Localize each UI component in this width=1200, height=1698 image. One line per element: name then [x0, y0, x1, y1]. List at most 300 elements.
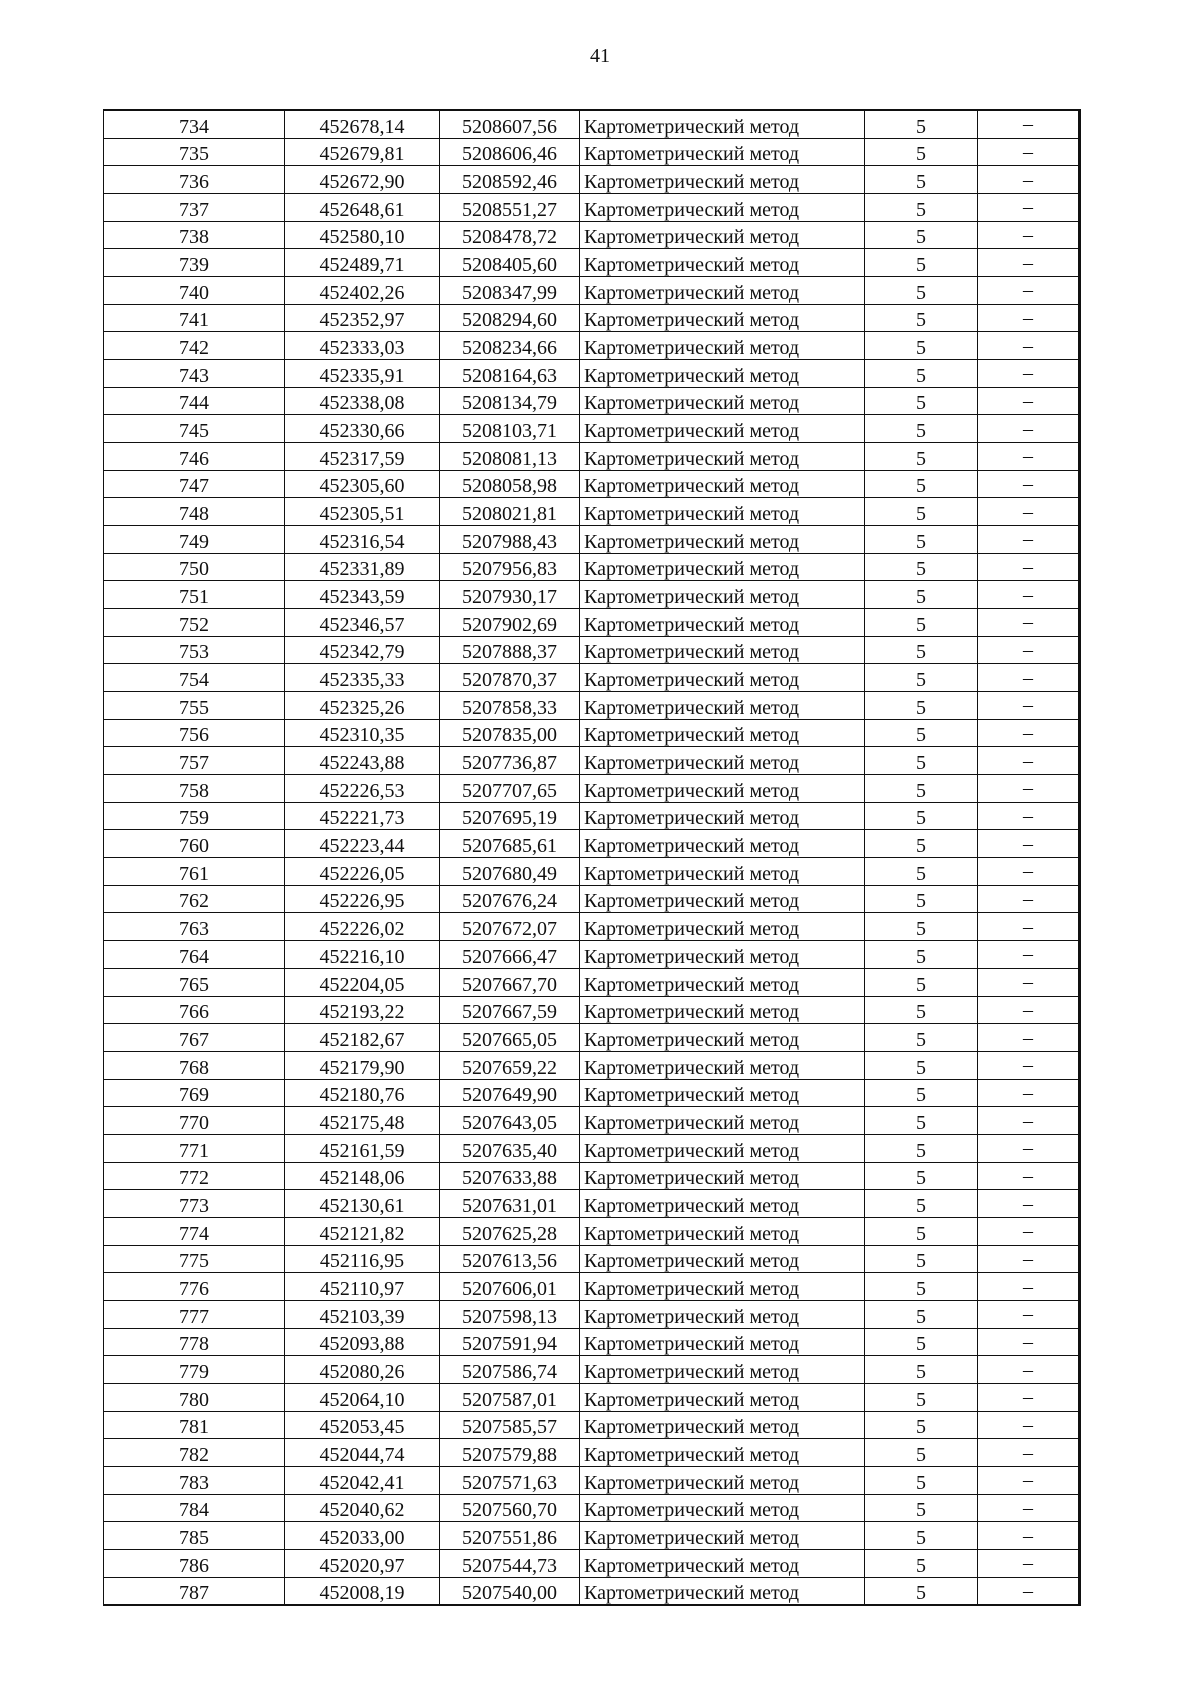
table-row	[104, 1024, 1080, 1052]
method-cell: Картометрический метод	[580, 1051, 865, 1079]
point-number-cell: 785	[104, 1522, 285, 1550]
method-cell: Картометрический метод	[580, 1356, 865, 1384]
point-number-cell: 771	[104, 1134, 285, 1162]
x-coordinate-cell: 452346,57	[285, 609, 440, 637]
method-cell: Картометрический метод	[580, 636, 865, 664]
x-coordinate-cell: 452080,26	[285, 1356, 440, 1384]
note-cell: –	[978, 194, 1080, 222]
method-cell: Картометрический метод	[580, 996, 865, 1024]
y-coordinate-cell: 5208347,99	[440, 277, 580, 305]
note-cell: –	[978, 1079, 1080, 1107]
method-cell: Картометрический метод	[580, 1549, 865, 1577]
accuracy-cell: 5	[865, 913, 978, 941]
point-number-cell: 780	[104, 1383, 285, 1411]
table-row	[104, 110, 1080, 138]
point-number-cell: 750	[104, 553, 285, 581]
y-coordinate-cell: 5207676,24	[440, 885, 580, 913]
accuracy-cell: 5	[865, 1273, 978, 1301]
x-coordinate-cell: 452335,33	[285, 664, 440, 692]
accuracy-cell: 5	[865, 1217, 978, 1245]
x-coordinate-cell: 452679,81	[285, 138, 440, 166]
x-coordinate-cell: 452305,60	[285, 470, 440, 498]
y-coordinate-cell: 5207587,01	[440, 1383, 580, 1411]
table-row	[104, 332, 1080, 360]
x-coordinate-cell: 452402,26	[285, 277, 440, 305]
y-coordinate-cell: 5207551,86	[440, 1522, 580, 1550]
x-coordinate-cell: 452221,73	[285, 802, 440, 830]
table-row	[104, 636, 1080, 664]
y-coordinate-cell: 5207672,07	[440, 913, 580, 941]
accuracy-cell: 5	[865, 415, 978, 443]
accuracy-cell: 5	[865, 1383, 978, 1411]
accuracy-cell: 5	[865, 553, 978, 581]
x-coordinate-cell: 452331,89	[285, 553, 440, 581]
method-cell: Картометрический метод	[580, 166, 865, 194]
point-number-cell: 776	[104, 1273, 285, 1301]
note-cell: –	[978, 1134, 1080, 1162]
table-row	[104, 443, 1080, 471]
method-cell: Картометрический метод	[580, 1522, 865, 1550]
x-coordinate-cell: 452325,26	[285, 692, 440, 720]
method-cell: Картометрический метод	[580, 1134, 865, 1162]
method-cell: Картометрический метод	[580, 858, 865, 886]
table-row	[104, 1549, 1080, 1577]
accuracy-cell: 5	[865, 1411, 978, 1439]
y-coordinate-cell: 5207585,57	[440, 1411, 580, 1439]
x-coordinate-cell: 452223,44	[285, 830, 440, 858]
accuracy-cell: 5	[865, 1300, 978, 1328]
y-coordinate-cell: 5207613,56	[440, 1245, 580, 1273]
note-cell: –	[978, 1356, 1080, 1384]
x-coordinate-cell: 452193,22	[285, 996, 440, 1024]
x-coordinate-cell: 452580,10	[285, 221, 440, 249]
table-row	[104, 138, 1080, 166]
y-coordinate-cell: 5207635,40	[440, 1134, 580, 1162]
y-coordinate-cell: 5208234,66	[440, 332, 580, 360]
note-cell: –	[978, 775, 1080, 803]
point-number-cell: 758	[104, 775, 285, 803]
table-row	[104, 387, 1080, 415]
table-row	[104, 249, 1080, 277]
method-cell: Картометрический метод	[580, 581, 865, 609]
note-cell: –	[978, 1051, 1080, 1079]
point-number-cell: 756	[104, 719, 285, 747]
table-row	[104, 775, 1080, 803]
x-coordinate-cell: 452338,08	[285, 387, 440, 415]
note-cell: –	[978, 1383, 1080, 1411]
point-number-cell: 778	[104, 1328, 285, 1356]
method-cell: Картометрический метод	[580, 1162, 865, 1190]
note-cell: –	[978, 719, 1080, 747]
accuracy-cell: 5	[865, 1190, 978, 1218]
x-coordinate-cell: 452342,79	[285, 636, 440, 664]
accuracy-cell: 5	[865, 802, 978, 830]
note-cell: –	[978, 1245, 1080, 1273]
method-cell: Картометрический метод	[580, 1079, 865, 1107]
note-cell: –	[978, 249, 1080, 277]
table-row	[104, 1162, 1080, 1190]
accuracy-cell: 5	[865, 1356, 978, 1384]
point-number-cell: 734	[104, 110, 285, 138]
y-coordinate-cell: 5207631,01	[440, 1190, 580, 1218]
point-number-cell: 743	[104, 360, 285, 388]
note-cell: –	[978, 636, 1080, 664]
note-cell: –	[978, 1577, 1080, 1605]
accuracy-cell: 5	[865, 1577, 978, 1605]
note-cell: –	[978, 1190, 1080, 1218]
note-cell: –	[978, 1439, 1080, 1467]
x-coordinate-cell: 452020,97	[285, 1549, 440, 1577]
point-number-cell: 738	[104, 221, 285, 249]
method-cell: Картометрический метод	[580, 802, 865, 830]
x-coordinate-cell: 452335,91	[285, 360, 440, 388]
accuracy-cell: 5	[865, 1134, 978, 1162]
x-coordinate-cell: 452103,39	[285, 1300, 440, 1328]
x-coordinate-cell: 452053,45	[285, 1411, 440, 1439]
x-coordinate-cell: 452180,76	[285, 1079, 440, 1107]
note-cell: –	[978, 996, 1080, 1024]
x-coordinate-cell: 452648,61	[285, 194, 440, 222]
method-cell: Картометрический метод	[580, 470, 865, 498]
x-coordinate-cell: 452148,06	[285, 1162, 440, 1190]
y-coordinate-cell: 5208134,79	[440, 387, 580, 415]
method-cell: Картометрический метод	[580, 1577, 865, 1605]
point-number-cell: 766	[104, 996, 285, 1024]
accuracy-cell: 5	[865, 968, 978, 996]
table-row	[104, 968, 1080, 996]
point-number-cell: 768	[104, 1051, 285, 1079]
note-cell: –	[978, 415, 1080, 443]
y-coordinate-cell: 5207870,37	[440, 664, 580, 692]
accuracy-cell: 5	[865, 885, 978, 913]
accuracy-cell: 5	[865, 194, 978, 222]
note-cell: –	[978, 941, 1080, 969]
x-coordinate-cell: 452226,02	[285, 913, 440, 941]
table-row	[104, 941, 1080, 969]
x-coordinate-cell: 452489,71	[285, 249, 440, 277]
y-coordinate-cell: 5207685,61	[440, 830, 580, 858]
accuracy-cell: 5	[865, 996, 978, 1024]
method-cell: Картометрический метод	[580, 138, 865, 166]
point-number-cell: 751	[104, 581, 285, 609]
method-cell: Картометрический метод	[580, 332, 865, 360]
accuracy-cell: 5	[865, 747, 978, 775]
point-number-cell: 761	[104, 858, 285, 886]
accuracy-cell: 5	[865, 387, 978, 415]
note-cell: –	[978, 110, 1080, 138]
note-cell: –	[978, 885, 1080, 913]
y-coordinate-cell: 5207606,01	[440, 1273, 580, 1301]
accuracy-cell: 5	[865, 110, 978, 138]
note-cell: –	[978, 802, 1080, 830]
point-number-cell: 760	[104, 830, 285, 858]
table-row	[104, 1577, 1080, 1605]
note-cell: –	[978, 1300, 1080, 1328]
method-cell: Картометрический метод	[580, 941, 865, 969]
y-coordinate-cell: 5207649,90	[440, 1079, 580, 1107]
table-row	[104, 415, 1080, 443]
point-number-cell: 753	[104, 636, 285, 664]
point-number-cell: 737	[104, 194, 285, 222]
y-coordinate-cell: 5208607,56	[440, 110, 580, 138]
y-coordinate-cell: 5207666,47	[440, 941, 580, 969]
x-coordinate-cell: 452330,66	[285, 415, 440, 443]
accuracy-cell: 5	[865, 1079, 978, 1107]
method-cell: Картометрический метод	[580, 1494, 865, 1522]
point-number-cell: 787	[104, 1577, 285, 1605]
y-coordinate-cell: 5208606,46	[440, 138, 580, 166]
y-coordinate-cell: 5207736,87	[440, 747, 580, 775]
y-coordinate-cell: 5208478,72	[440, 221, 580, 249]
method-cell: Картометрический метод	[580, 443, 865, 471]
x-coordinate-cell: 452064,10	[285, 1383, 440, 1411]
y-coordinate-cell: 5208405,60	[440, 249, 580, 277]
method-cell: Картометрический метод	[580, 885, 865, 913]
y-coordinate-cell: 5208294,60	[440, 304, 580, 332]
method-cell: Картометрический метод	[580, 1466, 865, 1494]
method-cell: Картометрический метод	[580, 387, 865, 415]
method-cell: Картометрический метод	[580, 1107, 865, 1135]
note-cell: –	[978, 913, 1080, 941]
note-cell: –	[978, 1328, 1080, 1356]
table-row	[104, 1079, 1080, 1107]
note-cell: –	[978, 968, 1080, 996]
x-coordinate-cell: 452093,88	[285, 1328, 440, 1356]
coordinates-table-body	[104, 110, 1080, 1605]
y-coordinate-cell: 5207643,05	[440, 1107, 580, 1135]
table-row	[104, 1383, 1080, 1411]
x-coordinate-cell: 452116,95	[285, 1245, 440, 1273]
table-row	[104, 1328, 1080, 1356]
point-number-cell: 783	[104, 1466, 285, 1494]
note-cell: –	[978, 221, 1080, 249]
y-coordinate-cell: 5207930,17	[440, 581, 580, 609]
accuracy-cell: 5	[865, 830, 978, 858]
table-row	[104, 1273, 1080, 1301]
note-cell: –	[978, 1107, 1080, 1135]
accuracy-cell: 5	[865, 1466, 978, 1494]
table-row	[104, 1245, 1080, 1273]
method-cell: Картометрический метод	[580, 775, 865, 803]
accuracy-cell: 5	[865, 304, 978, 332]
accuracy-cell: 5	[865, 719, 978, 747]
method-cell: Картометрический метод	[580, 1024, 865, 1052]
method-cell: Картометрический метод	[580, 1411, 865, 1439]
x-coordinate-cell: 452121,82	[285, 1217, 440, 1245]
page-number: 41	[590, 45, 610, 67]
y-coordinate-cell: 5207902,69	[440, 609, 580, 637]
point-number-cell: 769	[104, 1079, 285, 1107]
table-row	[104, 526, 1080, 554]
table-row	[104, 1522, 1080, 1550]
y-coordinate-cell: 5207667,70	[440, 968, 580, 996]
note-cell: –	[978, 581, 1080, 609]
table-row	[104, 1439, 1080, 1467]
y-coordinate-cell: 5208021,81	[440, 498, 580, 526]
method-cell: Картометрический метод	[580, 1300, 865, 1328]
point-number-cell: 759	[104, 802, 285, 830]
y-coordinate-cell: 5207858,33	[440, 692, 580, 720]
point-number-cell: 763	[104, 913, 285, 941]
point-number-cell: 748	[104, 498, 285, 526]
y-coordinate-cell: 5207707,65	[440, 775, 580, 803]
method-cell: Картометрический метод	[580, 830, 865, 858]
method-cell: Картометрический метод	[580, 1383, 865, 1411]
accuracy-cell: 5	[865, 858, 978, 886]
point-number-cell: 762	[104, 885, 285, 913]
y-coordinate-cell: 5207988,43	[440, 526, 580, 554]
x-coordinate-cell: 452243,88	[285, 747, 440, 775]
accuracy-cell: 5	[865, 1328, 978, 1356]
note-cell: –	[978, 747, 1080, 775]
point-number-cell: 777	[104, 1300, 285, 1328]
coordinates-table	[103, 109, 1081, 1606]
y-coordinate-cell: 5208081,13	[440, 443, 580, 471]
table-row	[104, 830, 1080, 858]
table-row	[104, 996, 1080, 1024]
accuracy-cell: 5	[865, 1494, 978, 1522]
x-coordinate-cell: 452179,90	[285, 1051, 440, 1079]
table-row	[104, 194, 1080, 222]
accuracy-cell: 5	[865, 249, 978, 277]
accuracy-cell: 5	[865, 941, 978, 969]
note-cell: –	[978, 1494, 1080, 1522]
table-row	[104, 470, 1080, 498]
y-coordinate-cell: 5207888,37	[440, 636, 580, 664]
method-cell: Картометрический метод	[580, 304, 865, 332]
method-cell: Картометрический метод	[580, 1273, 865, 1301]
note-cell: –	[978, 332, 1080, 360]
x-coordinate-cell: 452204,05	[285, 968, 440, 996]
method-cell: Картометрический метод	[580, 360, 865, 388]
x-coordinate-cell: 452175,48	[285, 1107, 440, 1135]
y-coordinate-cell: 5207625,28	[440, 1217, 580, 1245]
note-cell: –	[978, 858, 1080, 886]
note-cell: –	[978, 1162, 1080, 1190]
note-cell: –	[978, 138, 1080, 166]
method-cell: Картометрический метод	[580, 221, 865, 249]
point-number-cell: 773	[104, 1190, 285, 1218]
table-row	[104, 913, 1080, 941]
note-cell: –	[978, 1411, 1080, 1439]
accuracy-cell: 5	[865, 775, 978, 803]
table-row	[104, 747, 1080, 775]
accuracy-cell: 5	[865, 1051, 978, 1079]
method-cell: Картометрический метод	[580, 609, 865, 637]
x-coordinate-cell: 452110,97	[285, 1273, 440, 1301]
method-cell: Картометрический метод	[580, 194, 865, 222]
method-cell: Картометрический метод	[580, 913, 865, 941]
note-cell: –	[978, 470, 1080, 498]
table-row	[104, 609, 1080, 637]
accuracy-cell: 5	[865, 1549, 978, 1577]
y-coordinate-cell: 5208592,46	[440, 166, 580, 194]
accuracy-cell: 5	[865, 498, 978, 526]
x-coordinate-cell: 452343,59	[285, 581, 440, 609]
point-number-cell: 736	[104, 166, 285, 194]
table-row	[104, 553, 1080, 581]
note-cell: –	[978, 360, 1080, 388]
point-number-cell: 752	[104, 609, 285, 637]
note-cell: –	[978, 498, 1080, 526]
table-row	[104, 1051, 1080, 1079]
y-coordinate-cell: 5207835,00	[440, 719, 580, 747]
y-coordinate-cell: 5208164,63	[440, 360, 580, 388]
y-coordinate-cell: 5207667,59	[440, 996, 580, 1024]
point-number-cell: 740	[104, 277, 285, 305]
note-cell: –	[978, 1549, 1080, 1577]
point-number-cell: 767	[104, 1024, 285, 1052]
y-coordinate-cell: 5207665,05	[440, 1024, 580, 1052]
accuracy-cell: 5	[865, 470, 978, 498]
point-number-cell: 746	[104, 443, 285, 471]
table-row	[104, 1300, 1080, 1328]
x-coordinate-cell: 452040,62	[285, 1494, 440, 1522]
note-cell: –	[978, 830, 1080, 858]
accuracy-cell: 5	[865, 1107, 978, 1135]
note-cell: –	[978, 1024, 1080, 1052]
point-number-cell: 745	[104, 415, 285, 443]
point-number-cell: 784	[104, 1494, 285, 1522]
point-number-cell: 741	[104, 304, 285, 332]
table-row	[104, 1134, 1080, 1162]
method-cell: Картометрический метод	[580, 110, 865, 138]
method-cell: Картометрический метод	[580, 1439, 865, 1467]
x-coordinate-cell: 452042,41	[285, 1466, 440, 1494]
y-coordinate-cell: 5207680,49	[440, 858, 580, 886]
table-row	[104, 581, 1080, 609]
table-row	[104, 221, 1080, 249]
point-number-cell: 774	[104, 1217, 285, 1245]
method-cell: Картометрический метод	[580, 1328, 865, 1356]
x-coordinate-cell: 452226,95	[285, 885, 440, 913]
table-row	[104, 802, 1080, 830]
method-cell: Картометрический метод	[580, 526, 865, 554]
note-cell: –	[978, 692, 1080, 720]
method-cell: Картометрический метод	[580, 249, 865, 277]
table-row	[104, 719, 1080, 747]
x-coordinate-cell: 452033,00	[285, 1522, 440, 1550]
point-number-cell: 786	[104, 1549, 285, 1577]
note-cell: –	[978, 1466, 1080, 1494]
x-coordinate-cell: 452216,10	[285, 941, 440, 969]
table-row	[104, 1466, 1080, 1494]
note-cell: –	[978, 387, 1080, 415]
note-cell: –	[978, 526, 1080, 554]
note-cell: –	[978, 553, 1080, 581]
y-coordinate-cell: 5207586,74	[440, 1356, 580, 1384]
point-number-cell: 764	[104, 941, 285, 969]
accuracy-cell: 5	[865, 1162, 978, 1190]
note-cell: –	[978, 1522, 1080, 1550]
method-cell: Картометрический метод	[580, 968, 865, 996]
method-cell: Картометрический метод	[580, 498, 865, 526]
x-coordinate-cell: 452130,61	[285, 1190, 440, 1218]
y-coordinate-cell: 5208551,27	[440, 194, 580, 222]
point-number-cell: 775	[104, 1245, 285, 1273]
x-coordinate-cell: 452317,59	[285, 443, 440, 471]
accuracy-cell: 5	[865, 277, 978, 305]
accuracy-cell: 5	[865, 692, 978, 720]
method-cell: Картометрический метод	[580, 1217, 865, 1245]
note-cell: –	[978, 1273, 1080, 1301]
table-row	[104, 1356, 1080, 1384]
note-cell: –	[978, 443, 1080, 471]
x-coordinate-cell: 452161,59	[285, 1134, 440, 1162]
table-row	[104, 664, 1080, 692]
point-number-cell: 770	[104, 1107, 285, 1135]
accuracy-cell: 5	[865, 1024, 978, 1052]
